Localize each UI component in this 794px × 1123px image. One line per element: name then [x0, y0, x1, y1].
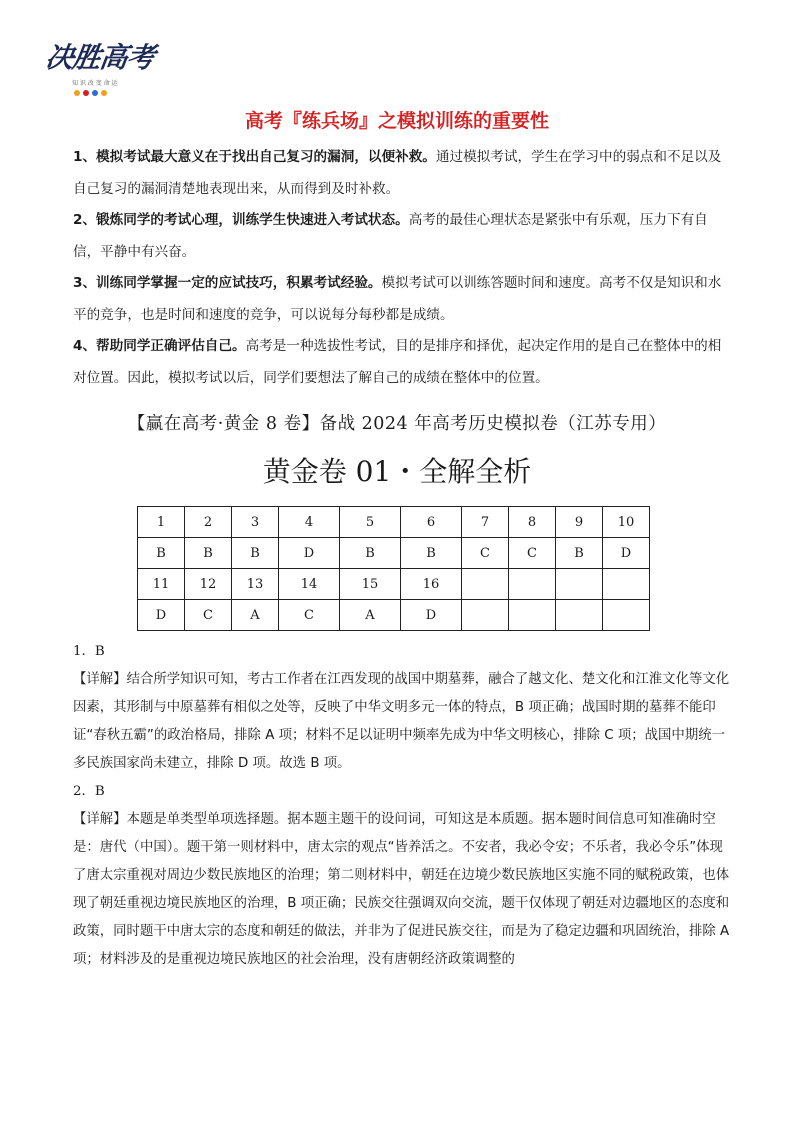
intro-point-3: 3、训练同学掌握一定的应试技巧，积累考试经验。模拟考试可以训练答题时间和速度。高考不仅是知识和水平的竞争，也是时间和速度的竞争，可以说每分每秒都是成绩。: [73, 275, 722, 323]
paper-subtitle: 【赢在高考·黄金 8 卷】备战 2024 年高考历史模拟卷（江苏专用）: [127, 414, 667, 434]
explanation-2: 【详解】本题是单类型单项选择题。据本题主题干的设问词，可知这是本质题。据本题时间信息可知准确时空是：唐代（中国）。题干第一则材料中，唐太宗的观点“皆养活之。不安者，我必令安；不乐者，我必令乐”体现了唐太宗重视对周边少数民族地区的治理；第二则材料中，朝廷在边境少数民族地区实施不同的赋税政策，也体现了朝廷重视边境民族地区的治理，B 项正确；民族交往强调双向交流，题干仅体现了朝廷对边疆地区的态度和政策，同时题干中唐太宗的态度和朝廷的做法，并非为了促进民族交往，而是为了稳定边疆和巩固统治，排除 A 项；材料涉及的是重视边境民族地区的社会治理，没有唐朝经济政策调整的: [73, 812, 730, 967]
logo-subtext: 知 识 改 变 命 运: [72, 80, 118, 87]
table-row: D C A C A D: [138, 600, 650, 631]
explanation-1: 【详解】结合所学知识可知，考古工作者在江西发现的战国中期墓葬，融合了越文化、楚文化和江淮文化等文化因素，其形制与中原墓葬有相似之处等，反映了中华文明多元一体的特点，B 项正确；战国时期的墓葬不能印证“春秋五霸”的政治格局，排除 A 项；材料不足以证明中频率先成为中华文明核心，排除 C 项；战国中期统一多民族国家尚未建立，排除 D 项。故选 B 项。: [73, 672, 730, 771]
question-number-2: 2．B: [73, 784, 105, 799]
logo-marks-icon: [74, 90, 164, 96]
table-row: 11 12 13 14 15 16: [138, 569, 650, 600]
intro-point-2: 2、锻炼同学的考试心理，训练学生快速进入考试状态。高考的最佳心理状态是紧张中有乐观，压力下有自信，平静中有兴奋。: [73, 212, 708, 260]
explanations: [73, 638, 733, 974]
answer-table: [137, 506, 650, 631]
question-number-1: 1．B: [73, 644, 105, 659]
logo-text: 决胜高考: [43, 41, 157, 74]
table-row: B B B D B B C C B D: [138, 538, 650, 569]
table-row: 1 2 3 4 5 6 7 8 9 10: [138, 507, 650, 538]
intro-points: [73, 142, 733, 394]
intro-point-1: 1、模拟考试最大意义在于找出自己复习的漏洞，以便补救。通过模拟考试，学生在学习中的弱点和不足以及自己复习的漏洞清楚地表现出来，从而得到及时补救。: [73, 149, 722, 197]
logo: [43, 36, 164, 116]
importance-title: 高考『练兵场』之模拟训练的重要性: [244, 110, 549, 132]
paper-title: 黄金卷 01・全解全析: [262, 455, 532, 488]
intro-point-4: 4、帮助同学正确评估自己。高考是一种选拔性考试，目的是排序和择优，起决定作用的是自己在整体中的相对位置。因此，模拟考试以后，同学们要想法了解自己的成绩在整体中的位置。: [73, 338, 722, 386]
